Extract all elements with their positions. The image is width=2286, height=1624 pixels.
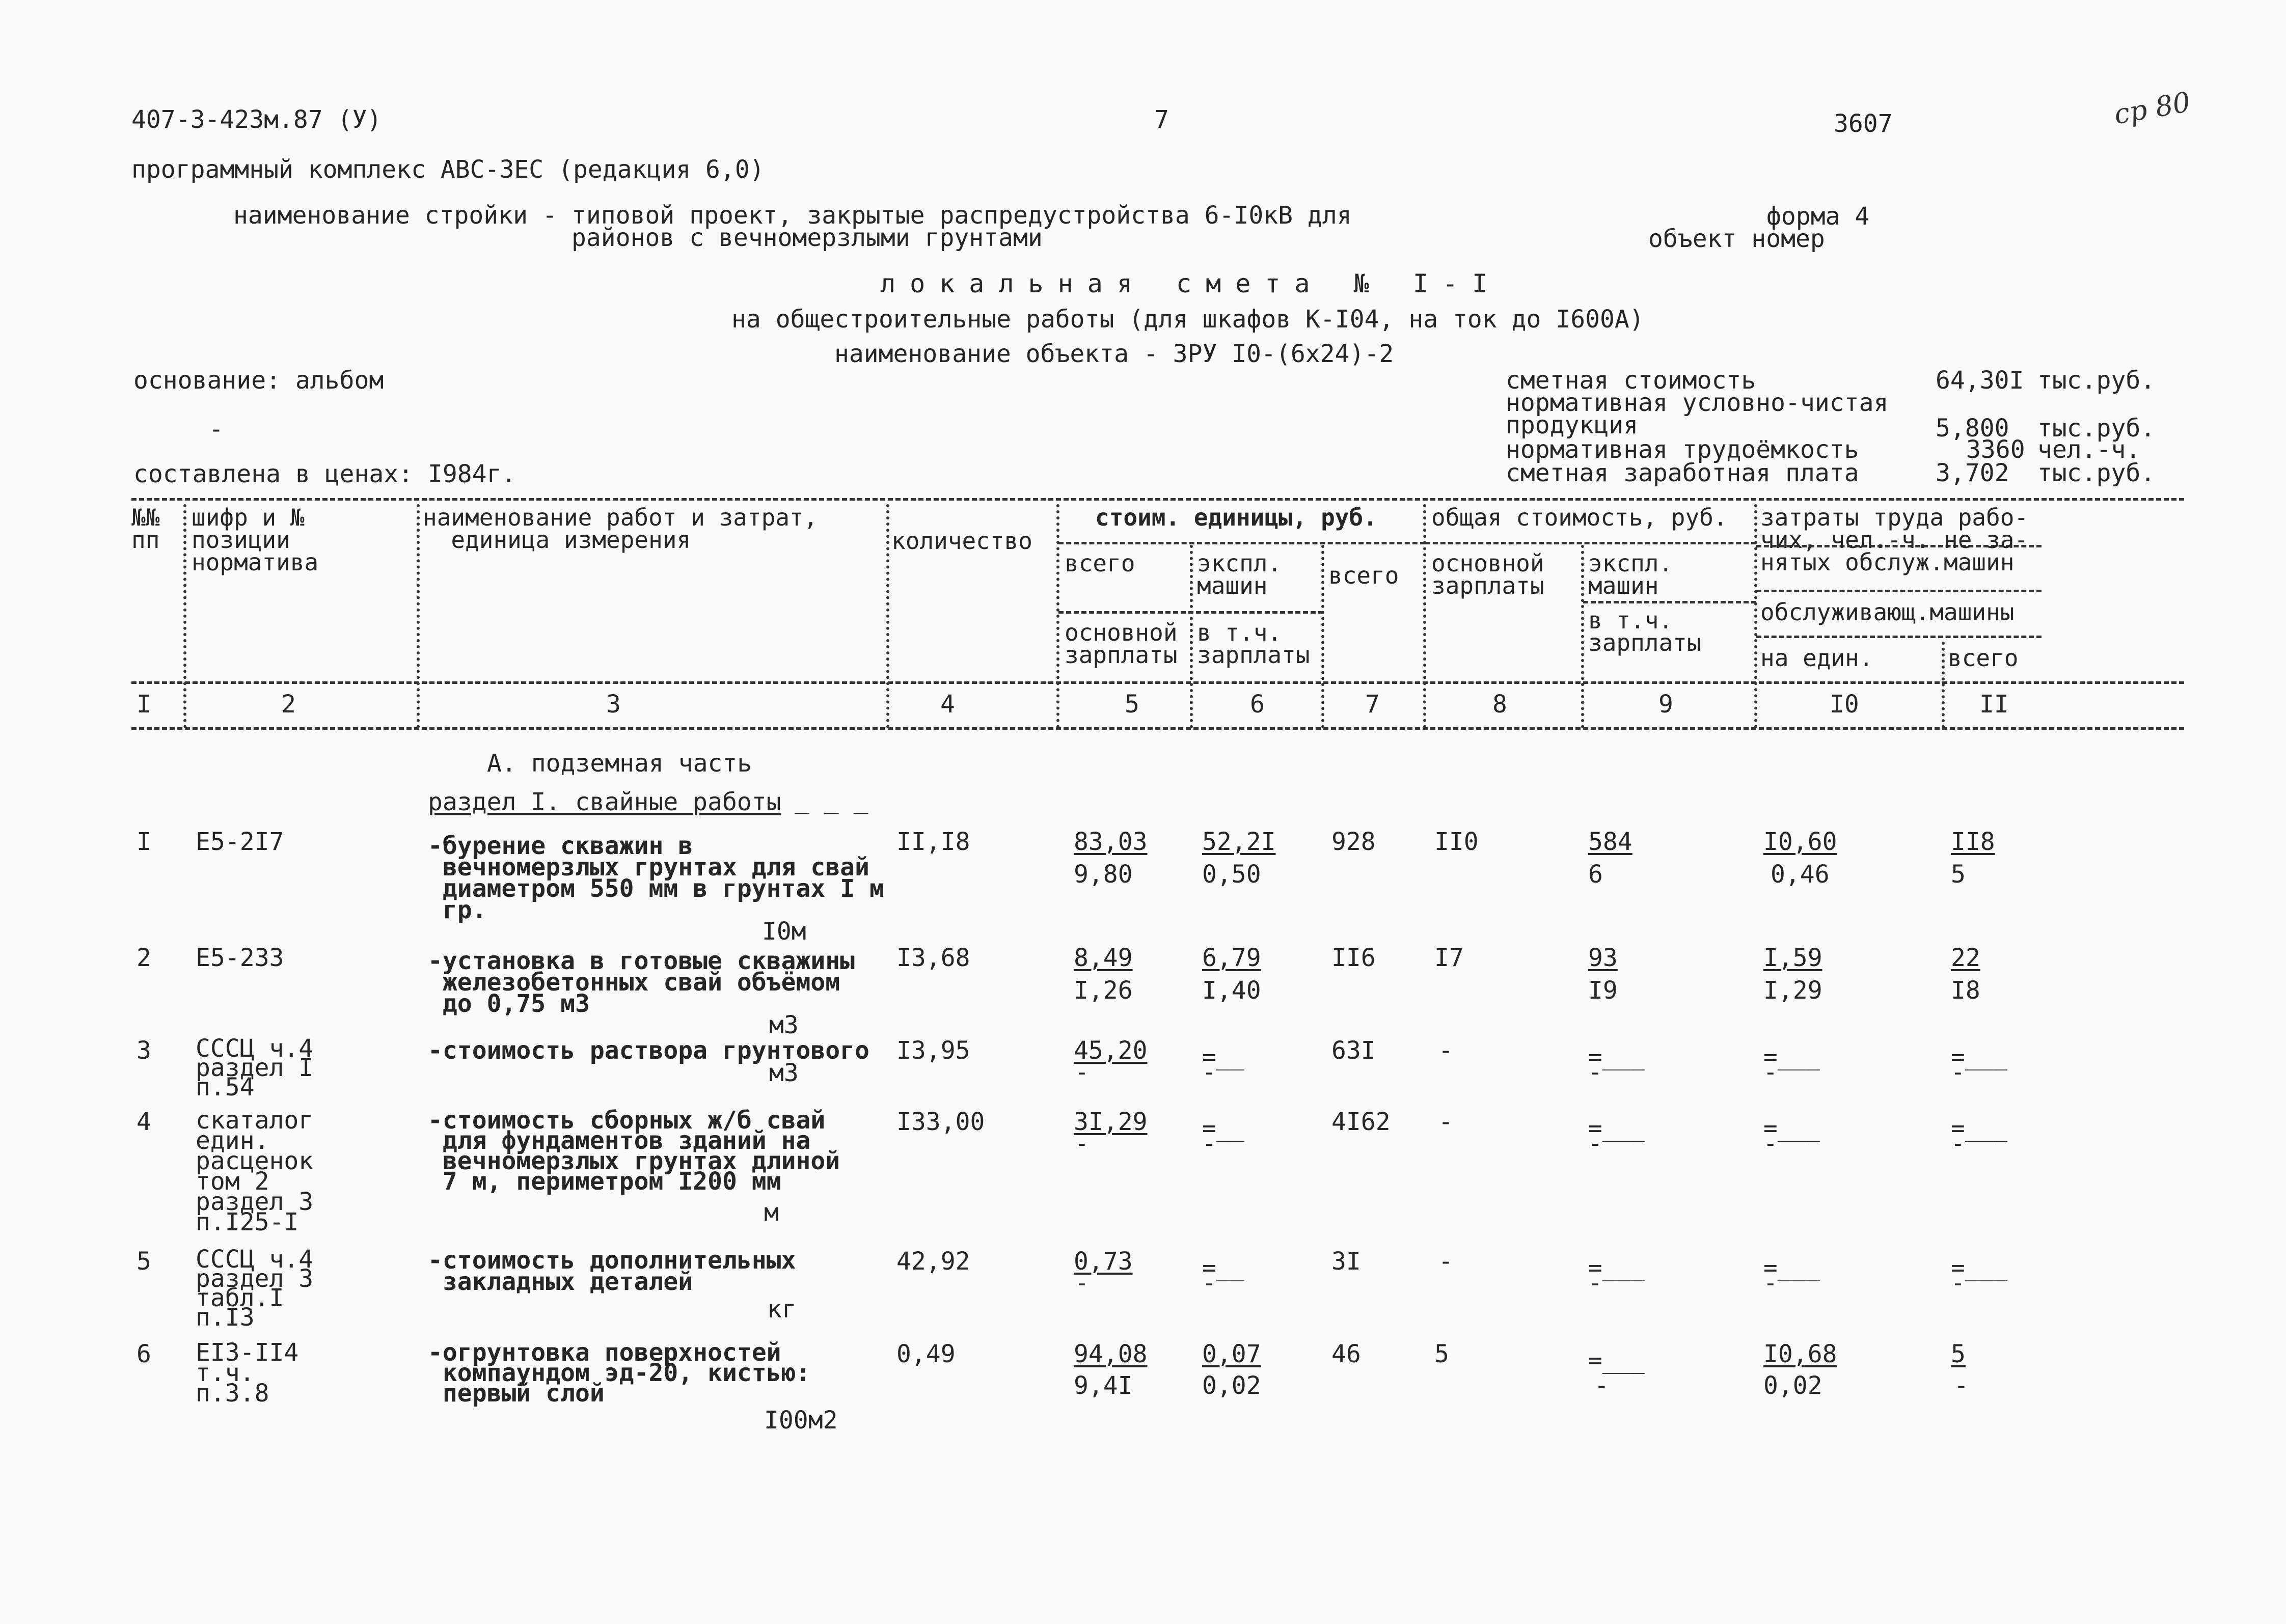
unit-cost-machines: 0,07 [1202,1340,1261,1368]
total-cost-header: общая стоимость, руб. [1431,504,1728,531]
total-cost: 4I62 [1331,1108,1391,1136]
column-separator [417,504,420,728]
unit-cost-machine-wage: 0,50 [1202,860,1261,889]
col-header-11: всего [1948,644,2019,672]
col-number-5: 5 [1125,690,1139,719]
labor-sub-rule-1 [1756,590,2042,592]
header-bottom-rule [131,681,2184,684]
labor-total: 22 [1951,944,1980,972]
total-cost: 928 [1331,828,1376,856]
column-separator [1423,504,1426,728]
col-header-9a: экспл. машин [1588,549,1673,599]
column-separator [1321,545,1324,728]
quantity: II,I8 [896,828,970,856]
norm-code: скаталог един. расценок том 2 раздел 3 п.I25-I [196,1106,314,1236]
col-number-11: II [1979,690,2009,719]
cost-label: сметная стоимость [1506,366,1756,395]
empty-mark: =___ - [1588,1114,1645,1157]
empty-mark: =__ - [1202,1114,1245,1157]
unit-cost-total: 94,08 [1074,1340,1148,1368]
total-cost: II6 [1331,944,1376,972]
unit-cost-total: 45,20 [1074,1036,1148,1065]
section-title-trail: _ _ _ [795,786,868,814]
column-separator [1581,545,1584,728]
labor-service-total: 5 [1951,860,1966,889]
total-wage: - [1438,1108,1453,1136]
labor-sub-rule-2 [1756,636,2042,638]
labor-service-per-unit: 0,46 [1771,860,1830,889]
total-cost: 63I [1331,1036,1376,1065]
norm-code: Е5-233 [196,944,284,972]
col-header-5b: основной зарплаты [1065,619,1178,669]
wage-label: сметная заработная плата [1506,459,1859,487]
wage-unit: тыс.руб. [2037,459,2156,487]
quantity: I3,95 [896,1036,970,1065]
empty-mark: - [1075,1269,1089,1297]
object-number-label: объект номер [1648,225,1825,253]
col-header-8: основной зарплаты [1431,549,1544,599]
unit-cost-total: 3I,29 [1074,1108,1148,1136]
work-name: -бурение скважин в вечномерзлых грунтах для свай диаметром 550 мм в грунтах I м гр. [428,832,884,924]
column-separator [1056,504,1059,728]
norm-code: СССЦ ч.4 раздел 3 табл.I п.I3 [196,1245,314,1332]
unit-cost-machine-wage: 0,02 [1202,1371,1261,1400]
total-cost: 3I [1331,1247,1361,1276]
form-number: форма 4 [1766,202,1870,231]
labor-per-unit: I,59 [1763,944,1822,972]
estimate-subtitle: на общестроительные работы (для шкафов К-I04, на ток до I600А) [731,305,1644,334]
total-machine-wage: I9 [1588,976,1618,1005]
total-wage: 5 [1434,1340,1449,1368]
net-value: 5,800 [1936,414,2009,443]
col-number-7: 7 [1365,690,1380,719]
col-number-10: I0 [1830,690,1859,719]
cost-value: 64,30I [1936,366,2024,395]
quantity: 42,92 [896,1247,970,1276]
column-separator [886,504,889,728]
unit-cost-machines: 52,2I [1202,828,1276,856]
col-number-2: 2 [281,690,296,719]
norm-code: СССЦ ч.4 раздел I п.54 [196,1034,314,1102]
wage-value: 3,702 [1936,459,2009,487]
labor-label: нормативная трудоёмкость [1506,435,1859,464]
prices-text: составлена в ценах: I984г. [133,460,516,488]
work-name: -стоимость сборных ж/б свай для фундаментов зданий на вечномерзлых грунтах длиной 7 м, периметром I200 мм [428,1106,840,1196]
column-separator [1754,504,1757,728]
empty-mark: =___ - [1763,1114,1820,1157]
col-number-8: 8 [1492,690,1507,719]
empty-mark: =__ - [1202,1254,1245,1297]
unit-cost-total: 83,03 [1074,828,1148,856]
labor-service-per-unit: 0,02 [1763,1371,1822,1400]
row-number: 4 [137,1108,151,1136]
work-name: -стоимость раствора грунтового [428,1036,869,1065]
col-header-2: шифр и № позиции норматива [192,504,319,576]
unit-cost-wage: 9,80 [1074,860,1133,889]
column-separator [1942,642,1945,728]
col-header-1: №№ пп [131,504,160,554]
empty-mark: =___ - [1951,1043,2007,1086]
labor-per-unit: I0,68 [1763,1340,1837,1368]
norm-code: Е5-2I7 [196,828,284,856]
section-title: раздел I. свайные работы [428,788,781,816]
col-header-10: на един. [1760,644,1873,672]
col-header-5a: всего [1065,549,1135,577]
unit-cost-total: 8,49 [1074,944,1133,972]
work-name: -установка в готовые скважины железобетонных свай объёмом до 0,75 м3 [428,947,855,1018]
row-number: 6 [137,1340,151,1368]
table-top-rule [131,498,2184,501]
unit-cost-header: стоим. единицы, руб. [1095,504,1377,531]
empty-mark: =___ [1588,1346,1645,1374]
net-label-2: продукция [1506,411,1639,439]
unit-cost-wage: 9,4I [1074,1371,1133,1400]
empty-mark: =__ - [1202,1043,1245,1086]
empty-mark: =___ - [1763,1254,1820,1297]
total-wage: I7 [1434,944,1464,972]
work-unit: I0м [762,917,806,946]
number-row-rule [131,727,2184,730]
total-cost: 46 [1331,1340,1361,1368]
empty-mark: =___ - [1588,1254,1645,1297]
quantity: I3,68 [896,944,970,972]
col-number-9: 9 [1658,690,1673,719]
service-header: обслуживающ.машины [1760,598,2015,626]
col-number-3: 3 [606,690,621,719]
col-header-4: количество [891,527,1032,555]
construction-label: наименование стройки - [233,201,557,230]
col-header-9b: в т.ч. зарплаты [1588,607,1701,656]
total-wage: - [1438,1036,1453,1065]
quantity: 0,49 [896,1340,956,1368]
net-label-1: нормативная условно-чистая [1506,389,1889,417]
column-separator [183,504,186,728]
col-header-6a: экспл. машин [1197,549,1282,599]
col-number-4: 4 [940,690,955,719]
work-name: -стоимость дополнительных закладных деталей [428,1246,796,1296]
row-number: 2 [137,944,151,972]
labor-service-total: I8 [1951,976,1980,1005]
net-unit: тыс.руб. [2037,414,2156,443]
labor-header: затраты труда рабо- чих, чел.-ч. не за- нятых обслуж.машин [1760,504,2029,576]
construction-name-line-2: районов с вечномерзлыми грунтами [572,224,1043,252]
col-number-6: 6 [1250,690,1265,719]
empty-mark: - [1075,1058,1089,1086]
labor-value: 3360 [1966,435,2025,464]
basis-text: основание: альбом [133,366,384,395]
total-machines: 93 [1588,944,1618,972]
col-header-6b: в т.ч. зарплаты [1197,619,1310,669]
unit-cost-machine-wage: I,40 [1202,976,1261,1005]
part-title: А. подземная часть [487,749,752,778]
column-separator [1190,545,1193,728]
labor-service-total: - [1954,1371,1969,1400]
work-name: -огрунтовка поверхностей компаундом эд-20, кистью: первый слой [428,1338,811,1408]
handwritten-note: ср 80 [2111,86,2193,131]
row-number: I [137,828,151,856]
software-line: программный комплекс АВС-ЗЕС (редакция 6,0) [131,155,765,184]
work-unit: м3 [769,1059,799,1087]
col-header-3: наименование работ и затрат, единица измерения [423,504,818,554]
empty-mark: =___ - [1951,1114,2007,1157]
col-number-1: I [137,690,151,719]
labor-per-unit: I0,60 [1763,828,1837,856]
empty-mark: - [1075,1130,1089,1157]
total-cost-sub-rule [1583,601,1756,603]
unit-cost-rule [1058,542,1425,544]
basis-dash: - [209,415,224,444]
row-number: 5 [137,1247,151,1276]
object-name: наименование объекта - ЗРУ I0-(6х24)-2 [834,340,1394,368]
page-number: 7 [1154,105,1169,134]
document-code: 407-3-423м.87 (У) [131,105,382,134]
total-wage: II0 [1434,828,1479,856]
quantity: I33,00 [896,1108,985,1136]
labor-service-per-unit: I,29 [1763,976,1822,1005]
unit-cost-total: 0,73 [1074,1247,1133,1276]
work-unit: кг [767,1295,797,1324]
construction-name-line-1: типовой проект, закрытые распредустройства 6-I0кВ для [572,201,1352,230]
total-machine-wage: - [1594,1371,1609,1400]
norm-code: ЕI3-II4 т.ч. п.3.8 [196,1338,299,1408]
unit-cost-machines: 6,79 [1202,944,1261,972]
work-unit: м [764,1198,779,1227]
total-machine-wage: 6 [1588,860,1603,889]
labor-total: 5 [1951,1340,1966,1368]
total-wage: - [1438,1247,1453,1276]
labor-total: II8 [1951,828,1995,856]
cost-unit: тыс.руб. [2037,366,2156,395]
estimate-title: локальная смета № I-I [880,269,1502,298]
total-machines: 584 [1588,828,1632,856]
work-unit: I00м2 [764,1406,838,1435]
unit-cost-wage: I,26 [1074,976,1133,1005]
empty-mark: =___ - [1763,1043,1820,1086]
total-cost-rule [1425,542,1756,544]
archive-number: 3607 [1834,109,1893,138]
row-number: 3 [137,1036,151,1065]
col-header-7: всего [1328,562,1399,589]
empty-mark: =___ - [1951,1254,2007,1297]
empty-mark: =___ - [1588,1043,1645,1086]
work-unit: м3 [769,1011,799,1039]
labor-unit: чел.-ч. [2037,435,2141,464]
